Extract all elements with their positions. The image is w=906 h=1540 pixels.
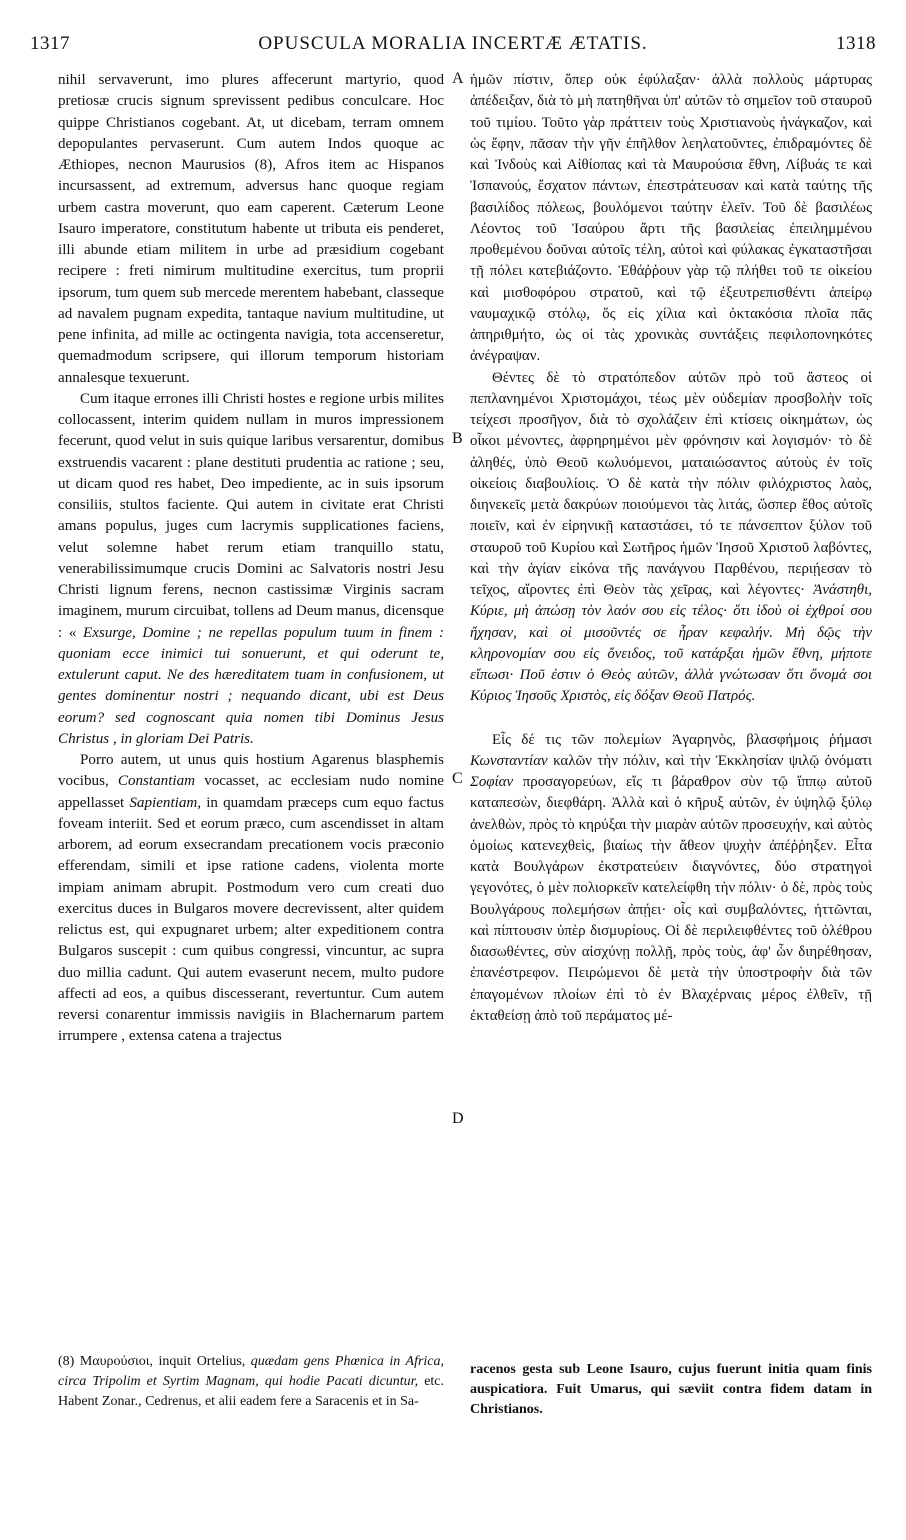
latin-paragraph-2-text: Cum itaque errones illi Christi hostes e regione urbis milites collocassent, interim quidem nullam in muros impressionem fecerunt, quod velut in suis quique laribus versarentur, domibus exstruendis vacarent : plane destituti prudentia ac ratione ; seu, ut dicam quod res habet, Deo impediente, ac in suis ipsorum consiliis, stultos faciente. Qui autem in civitate erat Christi amans populus, juges cum lacrymis supplicationes faciens, velut solemne habet rerum etiam tranquillo statu, venerabilissimumque crucis Domini ac Salvatoris nostri Jesu Christi lignum ferens, necnon castissimæ Virginis sacram imaginem, murum circuibat, tollens ad Deum manus, dicensque : « <box>58 390 444 641</box>
footnote-8-quote: quædam gens Phœnica in Africa, circa Tripolim et Syrtim Magnam, qui hodie Pacati dicuntur, <box>58 1354 445 1389</box>
latin-column <box>58 70 444 1048</box>
greek-paragraph-1: ἡμῶν πίστιν, ὅπερ οὐκ ἐφύλαξαν· ἀλλὰ πολλοὺς μάρτυρας ἀπέδειξαν, διὰ τὸ μὴ πατηθῆναι ὑπ' αὐτῶν τὸ σημεῖον τοῦ σταυροῦ τοῦ τιμίου. Τοῦτο γὰρ πράττειν τοὺς Χριστιανοὺς ἠνάγκαζον, καὶ ὡς ἔφην, πᾶσαν τὴν γῆν ἐπῆλθον λεηλατοῦντες, ἐπιδραμόντες δὲ καὶ Ἰνδοὺς καὶ Αἰθίοπας καὶ τὰ Μαυρούσια ἔθνη, Λίβυάς τε καὶ Ἰσπανούς, ἔσχατον πάντων, ἐπεστράτευσαν καὶ κατὰ ταύτης τῆς βασιλίδος πόλεως, βουλόμενοι ταύτην ἑλεῖν. Τοῦ δὲ βασιλέως Λέοντος τοῦ Ἰσαύρου ἄρτι τῆς βασιλείας ἐπειλημμένου προθεμένου δοῦναι αὐτοῖς τέλη, αὐτοὶ καὶ φύλακας ἐγκαταστῆσαι τῇ πόλει κατεβιάζοντο. Ἐθάῤῥουν γὰρ τῷ πλήθει τοῦ τε οἰκείου καὶ μισθοφόρου στρατοῦ, καὶ τῷ ἐξευτρεπισθέντι ἀπείρῳ ναυμαχικῷ στόλῳ, ὅς εἰς χίλια καὶ ὀκτακόσια πλοῖα πᾶς ἀπηριθμήτο, ὡς οἱ τὰς χρονικὰς συντάξεις πεφιλοπονηκότες ἀνέγραψαν. <box>470 72 872 365</box>
right-page-number: 1318 <box>836 33 876 54</box>
greek-p3-text-c: καλῶν τὴν πόλιν, καὶ τὴν Ἐκκλησίαν ψιλῷ ὀνόματι <box>553 752 872 769</box>
running-title: OPUSCULA MORALIA INCERTÆ ÆTATIS. <box>258 33 648 54</box>
latin-paragraph-3 <box>58 750 444 1048</box>
latin-p3-text-c: vocasset, ac ecclesiam nudo nomine appellasset <box>58 773 444 811</box>
greek-paragraph-2-text: Θέντες δὲ τὸ στρατόπεδον αὐτῶν πρὸ τοῦ ἄστεος οἱ πεπλανημένοι Χριστομάχοι, τέως μὲν οὐδεμίαν προσβολὴν τοῖς τείχεσι προσῆγον, διὰ τὸ σχολάζειν ἐπὶ κτίσεις οἰκημάτων, ὡς οἶκοι μένοντες, ἀφρηρημένοι μὲν φρόνησιν καὶ λογισμόν· τὸ δὲ ἀληθές, ὑπὸ Θεοῦ κωλυόμενοι, ματαιώσαντος αὐτοὺς ἐν τοῖς οἰκείοις διαβουλίοις. Ὁ δὲ κατὰ τὴν πόλιν φιλόχριστος λαὸς, διηνεκεῖς μετὰ δακρύων ποιούμενοι τὰς λιτάς, ὥσπερ ἔθος αὐτοῖς ποιεῖν, καὶ ἐν εἰρηνικῇ καταστάσει, τό τε πάνσεπτον ξύλον τοῦ σταυροῦ τοῦ Κυρίου καὶ Σωτῆρος ἡμῶν Ἰησοῦ Χριστοῦ λαβόντες, καὶ τὴν ἁγίαν εἰκόνα τῆς πανάγνου Παρθένου, περιῄεσαν τὸ τεῖχος, αἴροντες ἐπὶ Θεὸν τὰς χεῖρας, καὶ λέγοντες· <box>470 369 872 598</box>
latin-p3-text-a: Porro autem, ut unus quis hostium Agarenus blasphemis vocibus, <box>58 752 444 790</box>
greek-p3-text-e: προσαγορεύων, εἴς τι βάραθρον σὺν τῷ ἵππῳ αὐτοῦ καταπεσὼν, διεφθάρη. Ἀλλὰ καὶ ὁ κῆρυξ αὐτῶν, ἐν ὑψηλῷ ξύλῳ ἀνελθὼν, πρὸς τὸ κηρύξαι τὴν μιαρὰν αὐτῶν προσευχήν, καὶ αὐτὸς ὁμοίως κατενεχθεὶς, βιαίως τὴν ἄθεον ψυχὴν ἀπέῤῥηξεν. Εἶτα κατὰ Βουλγάρων ἐκστρατεύειν διαγνόντες, δύο στρατηγοὶ γεγονότες, ὁ μὲν πολιορκεῖν κατελείφθη τὴν πόλιν· ὁ δὲ, πρὸς τοὺς Βουλγάρους πολεμήσων ἀπῄει· οἷς καὶ συμβαλόντες, ἡττῶνται, καὶ πίπτουσιν ὑπὲρ δισμυρίους. Οἱ δὲ περιλειφθέντες τοῦ ὀλέθρου διασωθέντες, σὺν αἰσχύνῃ πολλῇ, πρὸς τοὺς, ἀφ' ὧν διηρέθησαν, ἐπανέστρεφον. Πειρώμενοι δὲ μετὰ τὴν ὑποστροφὴν διὰ τῶν ἐπαγομένων πλοίων ἐπὶ τὸ ἐν Βλαχέρναις μέρος ἐλθεῖν, τῇ ἐκταθείσῃ ἀπὸ τοῦ περάματος μέ- <box>470 774 872 1024</box>
greek-konstantian: Κωνσταντίαν <box>470 752 548 769</box>
latin-paragraph-2 <box>58 389 444 750</box>
greek-p3-text-a: Εἷς δέ τις τῶν πολεμίων Ἀγαρηνὸς, βλασφήμοις ῥήμασι <box>492 731 872 748</box>
latin-p3-text-e: in quamdam præceps cum equo factus foveam interiit. Sed et eorum præco, cum ascendisset in altam arborem, ad eorum exsecrandam precationem vocis præconio efferendam, simili et ipse ratione cadens, violenta morte impiam animam abrupit. Postmodum vero cum creati duo exercitus duces in Bulgaros movere decrevissent, alter quidem relictus est, qui expugnaret urbem; alter expeditionem contra Bulgaros suscepit : cum quibus congressi, vincuntur, ac supra duo millia cadunt. Qui autem evaserunt necem, multo pudore affecti ad eos, a quibus discesserant, revertuntur. Cum autem reversi conarentur immissis navigiis in Blachernarum partem irrumpere , extensa catena a trajectus <box>58 794 444 1045</box>
greek-paragraph-3 <box>470 730 872 1028</box>
latin-sapientiam: Sapientiam, <box>129 794 202 811</box>
footnote-8-rest: etc. Habent Zonar., Cedrenus, et alii eadem fere a Saracenis et in Sa- <box>58 1374 445 1409</box>
section-marker-c: C <box>452 770 463 787</box>
footnote-8-continued: racenos gesta sub Leone Isauro, cujus fuerunt initia quam finis auspicatiora. Fuit Umarus, qui sæviit contra fidem datam in Christianos. <box>470 1362 872 1417</box>
greek-paragraph-2 <box>470 368 872 708</box>
section-marker-a: A <box>452 70 464 87</box>
greek-psalm-quote: Ἀνάστηθι, Κύριε, μὴ ἀπώσῃ τὸν λαόν σου εἰς τέλος· ὅτι ἰδοὺ οἱ ἐχθροί σου ἤχησαν, καὶ οἱ μισοῦντές σε ἦραν κεφαλήν. Μὴ δῷς τὴν κληρονομίαν σου εἰς ὄνειδος, τοῦ κατάρξαι ἡμῶν ἔθνη, μήποτε εἴπωσι· Ποῦ ἐστιν ὁ Θεὸς αὐτῶν, ἀλλὰ γνώτωσαν ὅτι ὄνομά σοι Κύριος Ἰησοῦς Χριστὸς, εἰς δόξαν Θεοῦ Πατρός. <box>470 582 872 705</box>
section-marker-d: D <box>452 1110 464 1127</box>
section-marker-b: B <box>452 430 463 447</box>
greek-sophian: Σοφίαν <box>470 774 514 790</box>
footnote-8 <box>58 1352 444 1412</box>
greek-column <box>470 70 872 1027</box>
latin-paragraph-1: nihil servaverunt, imo plures affecerunt martyrio, quod pretiosæ crucis signum sprevissent pedibus conculcare. Hoc quippe Christianos cogebant. At, ut dicebam, terram omnem depopulantes pervaserunt. Cum autem Indos quoque ac Æthiopes, necnon Maurusios (8), Afros item ac Hispanos incursassent, ad extremum, adversus hanc quoque regiam urbem castra moverunt, quo eam caperent. Cæterum Leone Isauro imperatore, constitutum habente ut tributa eis penderet, illi abunde etiam militem in urbe ad præsidium cogebant recipere : freti nimirum multitudine exercitus, tum proprii ipsorum, tum quem sub mercede merentem habebant, classeque ad navalem pugnam expedita, tantaque navium multitudine, ut pene infinita, ad mille ac octingenta navigia, tota accenseretur, quemadmodum scripsere, qui illorum temporum historiam annalesque texuerunt. <box>58 72 444 386</box>
footnote-8-lead: (8) Μαυρούσιοι, inquit Ortelius, <box>58 1354 246 1369</box>
running-header <box>30 33 876 59</box>
latin-psalm-quote: Exsurge, Domine ; ne repellas populum tuum in finem : quoniam ecce inimici tui sonuerunt, et qui oderunt te, extulerunt caput. Ne des hæreditatem tuam in confusionem, ut gentes dominentur nostri ; nequando dicant, ubi est Deus eorum? sed cognoscant quia nomen tibi Dominus Jesus Christus , in gloriam Dei Patris. <box>58 624 444 747</box>
latin-constantiam: Constantiam <box>117 773 196 790</box>
left-page-number: 1317 <box>30 33 70 54</box>
